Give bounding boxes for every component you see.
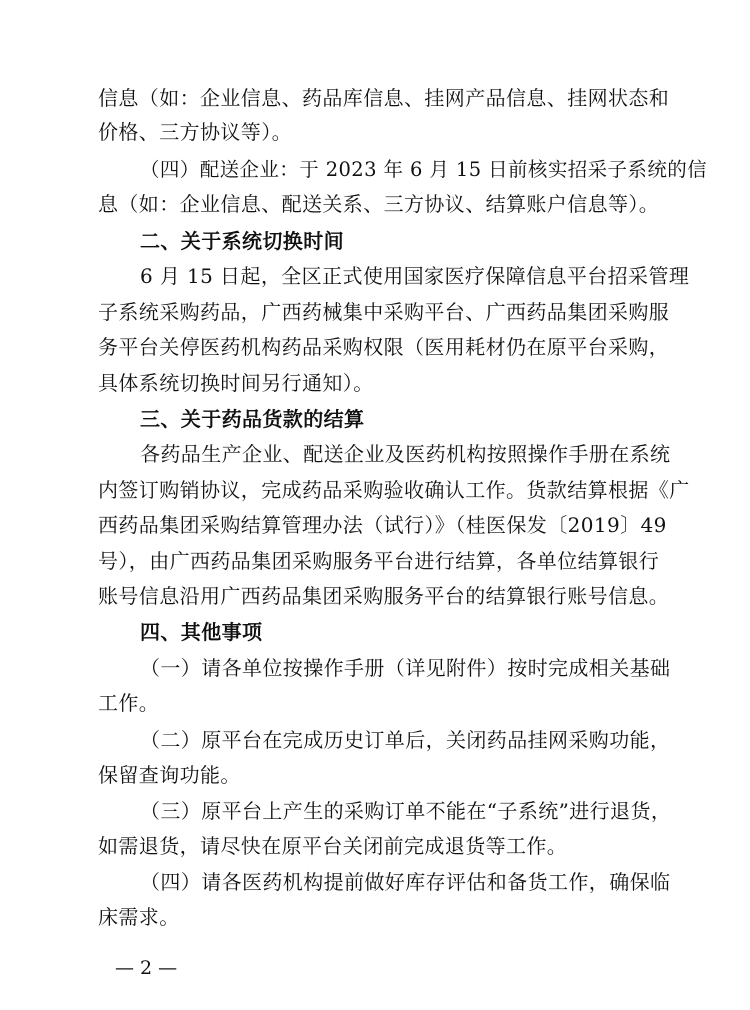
- text-line: 具体系统切换时间另行通知）。: [98, 371, 374, 395]
- text-line: 保留查询功能。: [98, 763, 241, 787]
- text-line: 务平台关停医药机构药品采购权限（医用耗材仍在原平台采购，: [98, 335, 670, 359]
- section-heading-settlement: 三、关于药品货款的结算: [140, 407, 365, 431]
- text-line: 床需求。: [98, 905, 180, 929]
- text-line: 各药品生产企业、配送企业及医药机构按照操作手册在系统: [140, 442, 671, 466]
- text-line: （四）请各医药机构提前做好库存评估和备货工作，确保临: [140, 870, 671, 894]
- text-line: 价格、三方协议等）。: [98, 120, 292, 144]
- text-line: （三）原平台上产生的采购订单不能在“子系统”进行退货，: [140, 799, 672, 823]
- text-line: 息（如：企业信息、配送关系、三方协议、结算账户信息等）。: [98, 192, 660, 216]
- text-line: （一）请各单位按操作手册（详见附件）按时完成相关基础: [140, 656, 671, 680]
- text-line: 信息（如：企业信息、药品库信息、挂网产品信息、挂网状态和: [98, 86, 670, 110]
- text-line: 6 月 15 日起，全区正式使用国家医疗保障信息平台招采管理: [140, 264, 690, 288]
- text-line: 西药品集团采购结算管理办法（试行）》（桂医保发〔2019〕49: [98, 513, 667, 537]
- text-line: 子系统采购药品，广西药械集中采购平台、广西药品集团采购服: [98, 300, 670, 324]
- text-line: 工作。: [98, 691, 160, 715]
- text-line: 账号信息沿用广西药品集团采购服务平台的结算银行账号信息。: [98, 584, 670, 608]
- text-line: （四）配送企业：于 2023 年 6 月 15 日前核实招采子系统的信: [140, 158, 708, 181]
- section-heading-other-matters: 四、其他事项: [140, 620, 263, 644]
- text-line: 号），由广西药品集团采购服务平台进行结算，各单位结算银行: [98, 549, 660, 573]
- page-number: — 2 —: [115, 957, 178, 979]
- text-line: （二）原平台在完成历史订单后，关闭药品挂网采购功能，: [140, 728, 671, 752]
- section-heading-system-switch: 二、关于系统切换时间: [140, 229, 344, 253]
- text-line: 内签订购销协议，完成药品采购验收确认工作。货款结算根据《广: [98, 478, 690, 502]
- text-line: 如需退货，请尽快在原平台关闭前完成退货等工作。: [98, 834, 568, 858]
